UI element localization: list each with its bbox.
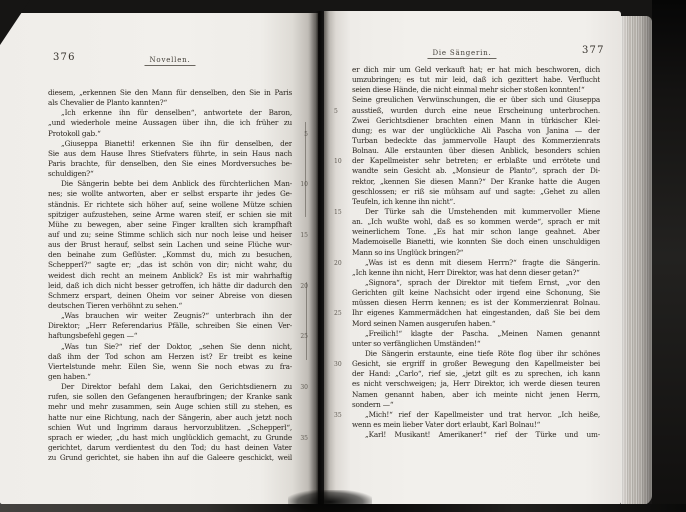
line-number: 10 [334, 158, 342, 166]
text-line: schien Wut und Ingrimm daraus hervorzublitzen. „Schepperl“, [48, 422, 292, 432]
page-crease [305, 122, 306, 217]
text-line: Der Direktor befahl dem Lakai, den Gerichtsdienern zu 30 [61, 382, 308, 392]
text-line: Teufeln, ich kenne ihn nicht“. [352, 196, 456, 206]
text-line: Die Sängerin bebte bei dem Anblick des fürchterlichen Man- 10 [61, 179, 308, 189]
text-line: Namen genannt haben, aber ich meinte nicht jenen Herrn, [352, 389, 600, 399]
text-line: diesem, „erkennen Sie den Mann für denselben, den Sie in Paris [48, 88, 292, 97]
text-line: Direktor; „Herr Referendarius Pfälle, schreiben Sie einen Ver- [48, 321, 292, 331]
text-line: schuldigen?“ [48, 169, 94, 179]
text-line: Turban bedeckte das jammervolle Haupt des Kommerzienrats [352, 135, 600, 145]
text-line: mehr und mehr zusammen, sein Auge schien still zu stehen, es [48, 402, 292, 412]
text-line: „Signora“, sprach der Direktor mit tiefem Ernst, „vor den [365, 277, 600, 287]
text-line: der Kapellmeister sehr betreten; er erblaßte und errötete und 10 [334, 156, 600, 166]
text-line: „Freilich!“ klagte der Pascha. „Meinen Namen genannt [365, 328, 600, 338]
text-line: Ihr eigenes Kammermädchen hat eingestanden, daß Sie bei dem 25 [334, 308, 600, 318]
text-line: unter so verfänglichen Umständen!“ [352, 338, 481, 348]
text-line: wenn es mein lieber Vater dort erlaubt, Karl Bolnau!“ [352, 419, 541, 429]
text-line: daß ihm der Tod schon am Herzen ist? Er treibt es keine [48, 351, 292, 361]
text-line: „und wiederhole meine Aussagen über ihn, die ich früher zu [48, 118, 292, 128]
text-line: Mord seinen Namen ausgerufen haben.“ [352, 318, 496, 328]
right-page [324, 11, 621, 505]
line-number: 25 [334, 310, 342, 318]
text-line: den beinahe zum Geflüster. „Kommst du, mich zu besuchen, [48, 250, 292, 260]
text-line: weidest dich recht an meinem Anblick? Es ist mir wahrhaftig [48, 270, 292, 280]
text-line: „Ich kenne ihn nicht, Herr Direktor, was hat denn dieser getan?“ [352, 267, 580, 277]
text-line: Mann so ins Unglück bringen?“ [352, 247, 464, 257]
text-line: der Hand: „Carlo“, rief sie, „jetzt gilt es zu sprechen, ich kann [352, 369, 600, 379]
text-line: sondern —“ [352, 399, 394, 409]
background-right [652, 0, 686, 512]
line-number: 10 [300, 181, 308, 189]
text-line: Schmerz erspart, deinen Oheim vor seiner Abreise von diesen [48, 290, 292, 300]
right-page-text [334, 65, 600, 440]
text-line: Gesicht, sie ergriff in großer Bewegung den Kapellmeister bei 30 [334, 359, 600, 369]
page-edge-stack [621, 16, 652, 505]
text-line: Viertelstunde mehr. Eilen Sie, wenn Sie noch etwas zu fra- [48, 361, 292, 371]
text-line: Protokoll gab.“ 5 [48, 128, 308, 138]
page-crease [306, 282, 307, 360]
text-line: seien diese Hände, die nicht einmal mehr sicher stoßen konnten!“ [352, 85, 585, 95]
line-number: 20 [334, 259, 342, 267]
text-line: wandte sein Gesicht ab. „Monsieur de Planto“, sprach der Di- [352, 166, 600, 176]
line-number: 15 [300, 231, 308, 239]
text-line: Paris brachte, für denselben, den Sie eines Mordversuches be- [48, 158, 292, 168]
left-page-text [48, 88, 308, 463]
text-line: hatte nur eine Richtung, nach der Sängerin, aber auch jetzt noch [48, 412, 292, 422]
running-head-left: Novellen. [145, 56, 196, 66]
text-line: rektor, „kennen Sie diesen Mann?“ Der Kranke hatte die Augen [352, 176, 600, 186]
text-line: „Mich!“ rief der Kapellmeister und trat hervor. „Ich heiße, 35 [334, 409, 600, 419]
text-line: Zwei Gerichtsdiener brachten einen Mann in türkischer Klei- [352, 115, 600, 125]
text-line: Seine greulichen Verwünschungen, die er über sich und Giuseppa [352, 95, 600, 105]
text-line: auf und zu; seine Stimme schlich sich nur noch leise und heiser 15 [48, 229, 308, 239]
gutter-bottom-shadow [288, 490, 372, 512]
text-line: geschlossen; er riß sie mühsam auf und sagte: „Gehet zu allen [352, 186, 600, 196]
text-line: „Giuseppa Bianetti! erkennen Sie ihn für denselben, der [61, 138, 292, 148]
text-line: „Was tun Sie?“ rief der Doktor, „sehen Sie denn nicht, [61, 341, 292, 351]
text-line: Mühe zu bewegen, aber seine Finger krallten sich krampfhaft [48, 219, 292, 229]
text-line: es nicht verschweigen; ja, Herr Direktor, ich werde diesen teuren [352, 379, 600, 389]
text-line: zu Grund gerichtet, sie haben ihn auf die Galeere geschickt, weil [48, 453, 292, 463]
text-line: „Was ist es denn mit diesem Herrn?“ fragte die Sängerin. 20 [334, 257, 600, 267]
text-line: gen haben.“ [48, 371, 91, 381]
text-line: dung; es war der unglückliche Ali Pascha von Janina — der [352, 125, 600, 135]
page-number-right: 377 [582, 45, 605, 56]
book-gutter [308, 11, 330, 505]
text-line: nes; sie wollte antworten, aber er selbst ersparte ihr jedes Ge- [48, 189, 292, 199]
text-line: Mademoiselle Bianetti, wie konnten Sie doch einen unschuldigen [352, 237, 600, 247]
text-line: Die Sängerin erstaunte, eine tiefe Röte flog über ihr schönes [365, 348, 600, 358]
text-line: leid, daß ich dich nicht besser getroffen, ich hätte dir dadurch den 20 [48, 280, 308, 290]
line-number: 5 [334, 107, 338, 115]
line-number: 25 [300, 333, 308, 341]
text-line: müssen diesen Herrn kennen; es ist der Kommerzienrat Bolnau. [352, 298, 600, 308]
text-line: umzubringen; es tut mir leid, daß ich gezittert habe. Verflucht [352, 75, 600, 85]
text-line: deutschen Tieren verhöhnt zu sehen.“ [48, 300, 182, 310]
left-page [0, 13, 318, 504]
line-number: 35 [334, 411, 342, 419]
text-line: ausstieß, wurden durch eine neue Erscheinung unterbrochen. 5 [334, 105, 600, 115]
line-number: 5 [304, 130, 308, 138]
text-line: ständnis. Er richtete sich höher auf, seine wollene Mütze schien [48, 199, 292, 209]
line-number: 20 [300, 282, 308, 290]
line-number: 30 [334, 361, 342, 369]
text-line: Gerichten gilt keine Nachsicht oder irgend eine Schonung, Sie [352, 288, 600, 298]
text-line: Schepperl?“ sagte er; „das ist schön von dir; nicht wahr, du [48, 260, 292, 270]
text-line: Der Türke sah die Umstehenden mit kummervoller Miene 15 [334, 206, 600, 216]
text-line: gerichtet, darum verdientest du den Tod; du hast deinen Vater [48, 442, 292, 452]
text-line: „Ich erkenne ihn für denselben“, antwortete der Baron, [61, 108, 292, 118]
text-line: haftungsbefehl gegen —“ 25 [48, 331, 308, 341]
text-line: spitziger aufzustehen, seine Arme waren steif, er schien sie mit [48, 209, 292, 219]
running-head-right: Die Sängerin. [427, 49, 496, 59]
text-line: an. „Ich wußte wohl, daß es so kommen werde“, sprach er mit [352, 217, 600, 227]
text-line: weinerlichem Tone. „Es hat mir schon lange geahnet. Aber [352, 227, 600, 237]
line-number: 35 [300, 434, 308, 442]
page-number-left: 376 [53, 52, 76, 63]
text-line: „Was brauchen wir weiter Zeugnis?“ unterbrach ihn der [61, 311, 292, 321]
line-number: 30 [300, 384, 308, 392]
line-number: 15 [334, 208, 342, 216]
text-line: sprach er wieder, „du hast mich unglücklich gemacht, zu Grunde 35 [48, 432, 308, 442]
text-line: Bolnau. Alle erstaunten über diesen Anblick, besonders schien [352, 146, 600, 156]
text-line: aus der Brust herauf, selbst sein Lachen und seine Flüche wur- [48, 240, 292, 250]
text-line: Sie aus dem Hause Ihres Stiefvaters führte, in sein Haus nach [48, 148, 292, 158]
text-line: „Karl! Musikant! Amerikaner!“ rief der Türke und um- [365, 430, 600, 440]
text-line: als Chevalier de Planto kannten?“ [48, 98, 168, 108]
text-line: er dich mir um Geld verkauft hat; er hat mich beschworen, dich [352, 65, 600, 74]
text-line: rufen, sie sollen den Gefangenen heraufbringen; der Kranke sank [48, 392, 292, 402]
